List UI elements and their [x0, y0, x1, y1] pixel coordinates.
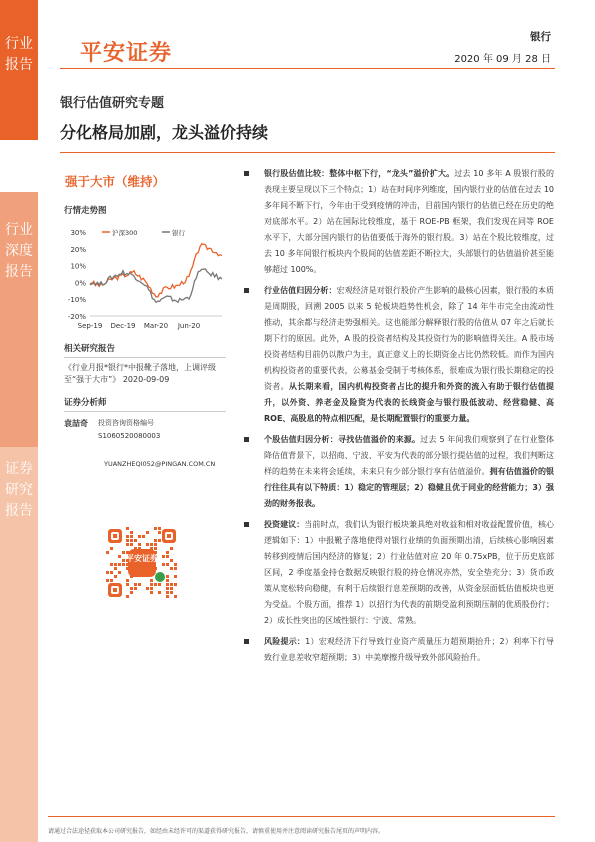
- legend-label: 沪深300: [112, 229, 138, 237]
- side-label-3: 证券研究报告: [5, 461, 33, 519]
- related-research-item: 《行业月报*银行*中报靴子落地，上调评级至“强于大市”》 2020-09-09: [64, 363, 216, 384]
- related-research-title: 相关研究报告: [64, 342, 226, 358]
- bullet-square-icon: [244, 288, 249, 293]
- report-title: 分化格局加剧，龙头溢价持续: [60, 123, 269, 142]
- y-tick-label: -10%: [67, 296, 86, 305]
- key-point-body: 当前时点，我们认为银行板块兼具绝对收益和相对收益配置价值，核心逻辑如下：1）中报靴子落地使得对银行业绩的负面预期出清，后续核心影响因素转移到疫情后国内经济的修复；2）行业估值对应 20 年 0.75xPB，位于历史底部区间，2 季度基金持仓数据反映银行股的持仓情况亦然，安全垫充分；3）货币政策从宽松转向稳健，有利于后续银行息差预期的改善，从资金层面低估值板块也更为受益。个股方面，推荐 1）以招行为代表的前期受盈利预期压制的优质股份行；2）成长性突出的区域性银行：宁波、常熟。: [264, 520, 555, 625]
- key-point-body: 过去 5 年间我们观察到了在行业整体降估值背景下，以招商、宁波、平安为代表的部分银行提估值的过程，我们判断这样的趋势在未来将会延续，未来只有少部分银行享有估值溢价。: [264, 435, 554, 476]
- key-point-heading: 风险提示：: [264, 637, 306, 646]
- title-divider: [60, 152, 555, 153]
- report-date: 2020 年 09 月 28 日: [454, 54, 551, 65]
- key-point-3: [244, 432, 554, 512]
- footer-divider: [48, 816, 555, 817]
- qr-logo-text: 平安证券: [126, 554, 158, 563]
- side-band-industry-report: [0, 0, 38, 140]
- side-label-1: 行业报告: [5, 36, 33, 73]
- series-line-1: [90, 244, 222, 297]
- analyst-cert-no: S1060520080003: [98, 432, 161, 440]
- side-band-deep-report: [0, 192, 38, 447]
- key-point-emphasis: 拥有估值溢价的银行往往具有以下特质：1）稳定的管理层；2）稳健且优于同业的经营能力；3）强劲的财务报表。: [264, 467, 555, 508]
- key-point-5: [244, 634, 554, 666]
- key-point-heading: 个股估值归因分析：寻找估值溢价的来源。: [264, 435, 421, 444]
- analyst-cert-label: 投资咨询资格编号: [98, 419, 154, 427]
- analyst-email[interactable]: YUANZHEQI052@PINGAN.COM.CN: [104, 460, 216, 468]
- bullet-square-icon: [244, 437, 249, 442]
- x-tick-label: Jun-20: [177, 322, 201, 330]
- related-research: [64, 342, 226, 386]
- chart-section: [64, 204, 226, 216]
- side-label-2: 行业深度报告: [5, 222, 33, 280]
- price-trend-chart: [60, 222, 230, 332]
- key-point-heading: 银行股估值比较：整体中枢下行，“龙头”溢价扩大。: [264, 169, 455, 178]
- key-point-body: 宏观经济是对银行股价产生影响的最核心因素，银行股的本质是周期股，回溯 2005 以来 5 轮板块趋势性机会，除了 14 年牛市完全由流动性推动，其余都与经济走势强相关。这也能部分解释银行股的估值从 07 年之后就长期下行的原因。此外，A 股的投资者结构及其投资行为的影响值得关注。A 股市场投资者结构目前仍以散户为主，真正意义上的长期资金占比仍然较低。而作为国内机构投资者的重要代表，公募基金受制于考核体系，很难成为银行股长期稳定的投资者。: [264, 286, 554, 391]
- qr-code-image: [102, 523, 182, 603]
- bullet-square-icon: [244, 171, 249, 176]
- chart-section-title: 行情走势图: [64, 206, 107, 216]
- bullet-square-icon: [244, 522, 249, 527]
- bullet-square-icon: [244, 639, 249, 644]
- brand-logo: 平安证券: [80, 41, 173, 66]
- industry-rating: 强于大市（维持）: [65, 174, 166, 189]
- x-tick-label: Sep-19: [77, 322, 103, 330]
- y-tick-label: 30%: [70, 229, 86, 237]
- legend-label: 银行: [172, 229, 185, 237]
- y-tick-label: 10%: [70, 262, 86, 271]
- header-divider: [60, 68, 555, 69]
- key-point-emphasis: 从长期来看，国内机构投资者占比的提升和外资的流入有助于银行估值提升，以外资、养老金及险资为代表的长线资金与银行股低波动、经营稳健、高 ROE、高股息的特点相匹配，是长期配置银行的重要力量。: [264, 382, 555, 423]
- side-band-securities-research: [0, 447, 38, 842]
- y-tick-label: 0%: [74, 279, 86, 288]
- key-point-heading: 行业估值归因分析：: [264, 286, 337, 295]
- key-point-4: [244, 517, 554, 629]
- y-tick-label: 20%: [70, 245, 86, 254]
- analyst-section: [64, 396, 226, 468]
- analyst-section-title: 证券分析师: [64, 396, 226, 412]
- footer-disclaimer: 请通过合法途径获取本公司研究报告，如经由未经许可的渠道获得研究报告，请慎重使用并注意阅读研究报告尾页的声明内容。: [48, 828, 385, 835]
- key-points: [244, 166, 554, 671]
- analyst-name: 袁喆奇: [64, 419, 88, 428]
- y-tick-label: -20%: [67, 313, 86, 321]
- x-tick-label: Dec-19: [110, 322, 136, 330]
- key-point-body: 过去 10 多年 A 股银行股的表现主要呈现以下三个特点；1）站在时间序列维度，国内银行业的估值在过去 10 多年间不断下行，今年由于受到疫情的冲击，目前国内银行的估值已经在历史的绝对底部水平。2）站在国际比较维度，基于 ROE-PB 框架，我们发现在同等 ROE 水平下，大部分国内银行的估值要低于海外的银行股。3）站在个股比较维度，过去 10 多年间银行板块内个股间的估值差距不断拉大，头部银行的估值溢价甚至能够超过 100%。: [264, 169, 555, 274]
- key-point-1: [244, 166, 554, 278]
- x-tick-label: Mar-20: [143, 322, 169, 330]
- report-subtitle: 银行估值研究专题: [60, 96, 165, 111]
- analyst-row: [64, 418, 226, 440]
- key-point-2: [244, 283, 554, 427]
- key-point-body: 1）宏观经济下行导致行业资产质量压力超预期抬升；2）利率下行导致行业息差收窄超预期；3）中美摩擦升级导致外部风险抬升。: [264, 637, 554, 662]
- key-point-heading: 投资建议：: [264, 520, 305, 529]
- report-category: 银行: [530, 31, 551, 43]
